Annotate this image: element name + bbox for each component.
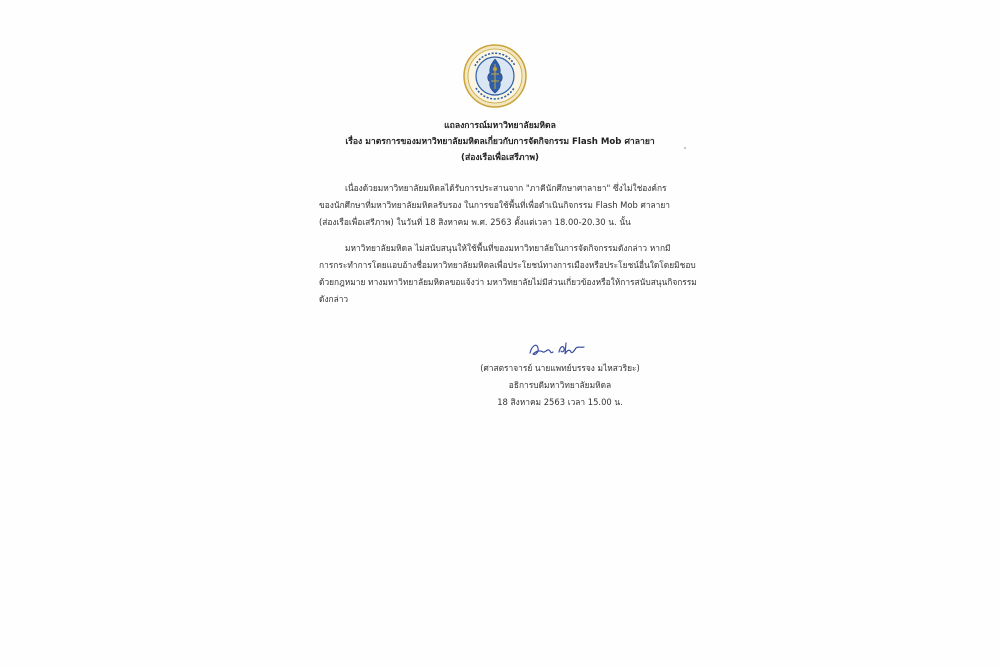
paragraph-line: (ส่องเรือเพื่อเสรีภาพ) ในวันที่ 18 สิงหาคม พ.ศ. 2563 ตั้งแต่เวลา 18.00-20.30 น. นั้น	[319, 217, 631, 227]
paragraph-line: ดังกล่าว	[319, 294, 349, 304]
university-seal-logo	[463, 44, 527, 108]
paragraph-line: เนื่องด้วยมหาวิทยาลัยมหิดลได้รับการประสานจาก "ภาคีนักศึกษาศาลายา" ซึ่งไม่ใช่องค์กร	[345, 183, 667, 193]
announcement-date-time: 18 สิงหาคม 2563 เวลา 15.00 น.	[497, 397, 623, 407]
announcement-title: แถลงการณ์มหาวิทยาลัยมหิดล	[444, 121, 556, 131]
paragraph-line: มหาวิทยาลัยมหิดล ไม่สนับสนุนให้ใช้พื้นที่ของมหาวิทยาลัยในการจัดกิจกรรมดังกล่าว หากมี	[345, 243, 671, 253]
announcement-subject: เรื่อง มาตรการของมหาวิทยาลัยมหิดลเกี่ยวกับการจัดกิจกรรม Flash Mob ศาลายา	[345, 137, 655, 147]
signatory-block	[470, 360, 650, 411]
paragraph-line: ของนักศึกษาที่มหาวิทยาลัยมหิดลรับรอง ในการขอใช้พื้นที่เพื่อดำเนินกิจกรรม Flash Mob ศาลายา	[319, 200, 670, 210]
signatory-name: (ศาสตราจารย์ นายแพทย์บรรจง มไหสวริยะ)	[480, 363, 640, 373]
body-paragraph-2	[319, 240, 697, 308]
announcement-heading	[300, 118, 700, 166]
handwritten-signature	[526, 338, 588, 360]
paragraph-line: ด้วยกฎหมาย ทางมหาวิทยาลัยมหิดลขอแจ้งว่า มหาวิทยาลัยไม่มีส่วนเกี่ยวข้องหรือให้การสนับสนุนกิจกรรม	[319, 277, 697, 287]
signatory-position: อธิการบดีมหาวิทยาลัยมหิดล	[508, 380, 612, 390]
paragraph-line: การกระทำการโดยแอบอ้างชื่อมหาวิทยาลัยมหิดลเพื่อประโยชน์ทางการเมืองหรือประโยชน์อื่นใดโดยมิชอบ	[319, 260, 696, 270]
scan-speck	[684, 147, 686, 149]
announcement-subtitle: (ส่องเรือเพื่อเสรีภาพ)	[461, 153, 539, 163]
body-paragraph-1	[319, 180, 681, 231]
